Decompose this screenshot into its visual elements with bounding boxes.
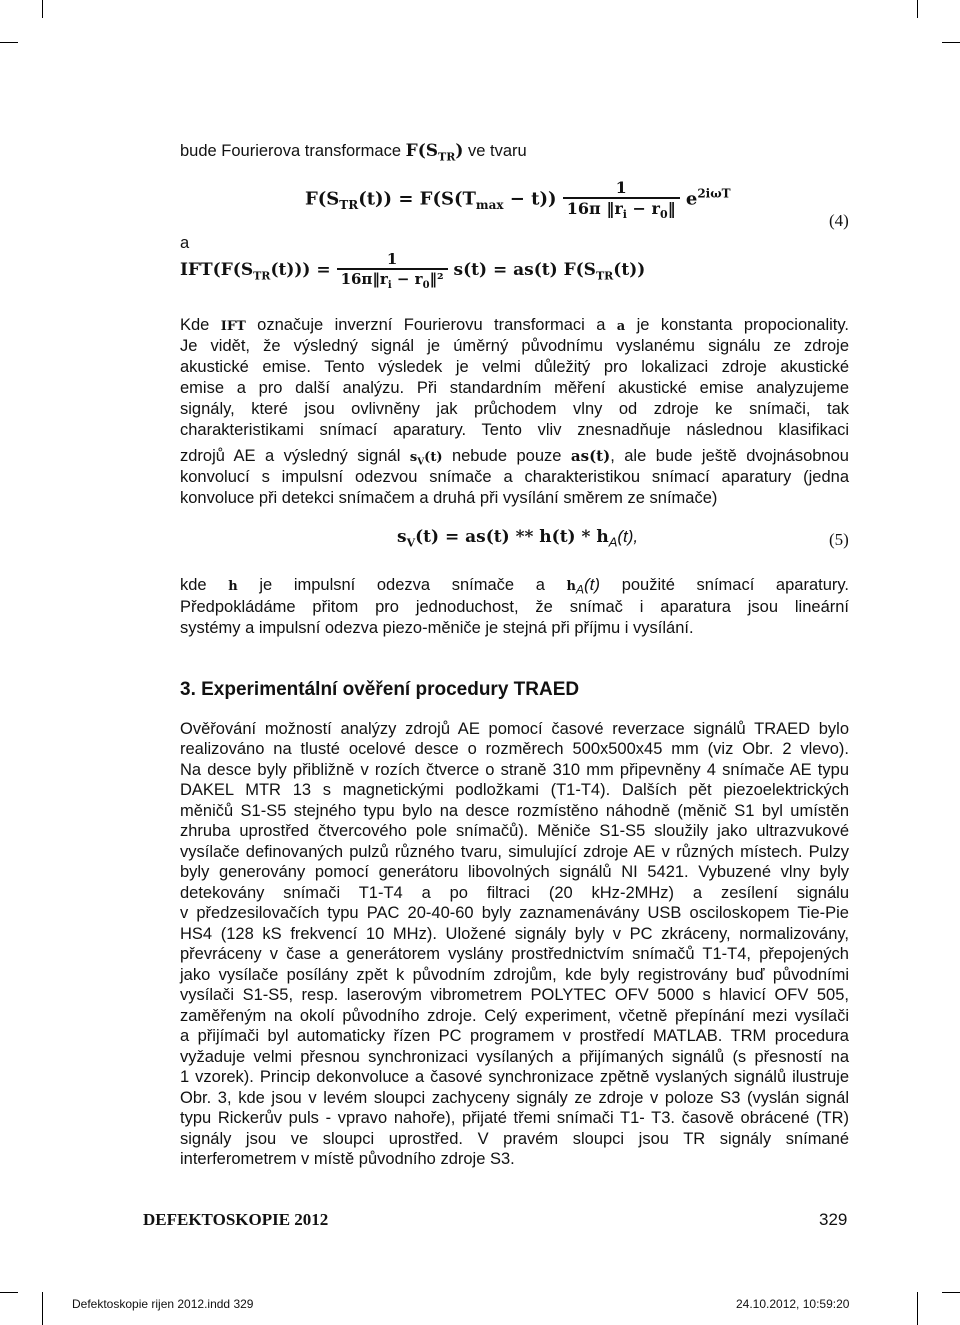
para3-line: HS4 (128 kS frekvencí 10 MHz). Uložené signály byly v PC zkráceny, normalizovány, <box>180 925 849 943</box>
para3-line: jako vysílače posílány zpět k původním zdrojům, kde byly registrovány buď původními <box>180 966 849 984</box>
para1-line-5: signály, které jsou ovlivněny jak průchodem vlny od zdroje ke snímači, tak <box>180 400 849 418</box>
para1-line-6: charakteristikami snímací aparatury. Tento vliv znesnadňuje následnou klasifikaci <box>180 421 849 439</box>
equation-5-number: (5) <box>829 530 849 549</box>
para3-line: a přijímači byl automaticky řízen PC programem v prostředí MATLAB. TRM procedura <box>180 1027 849 1045</box>
equation-4: $F(S_{TR}(t)) = F(S(T_{max} - t))$ $\frac{1}{16\pi ‖r_i - r_0‖}$ $e^{2i\omega T}$ <box>305 178 731 222</box>
para1-line-1: Kde IFT označuje inverzní Fourierovu transformaci a a je konstanta propocionality. <box>180 315 849 337</box>
para3-line: typu Rickerův puls - vpravo nahoře), přijaté třemi snímači T1- T3. časově obrácené (TR) <box>180 1109 849 1127</box>
para2-line-3: systémy a impulsní odezva piezo-měniče je stejná při příjmu i vysílání. <box>180 619 694 637</box>
equation-4-number: (4) <box>829 211 849 230</box>
para1-line-3: akustické emise. Tento výsledek je velmi důležitý pro lokalizaci zdroje akustické <box>180 358 849 376</box>
para3-line: Obr. 3, kde jsou v levém sloupci zachyceny signály ze zdroje v poloze S3 (vyslán signál <box>180 1089 849 1107</box>
section-heading: 3. Experimentální ověření procedury TRAED <box>180 679 580 700</box>
slug-file: Defektoskopie rijen 2012.indd 329 <box>72 1297 254 1311</box>
para1-line-8: konvolucí s impulsní odezvou snímače a charakteristikou snímací aparatury (jedna <box>180 468 849 486</box>
para3-line: měničů S1-S5 stejného typu bylo na desce rozmístěno náhodně (měnič S1 byl umístěn <box>180 802 849 820</box>
crop-mark-bottom-left-h <box>0 1292 18 1293</box>
crop-mark-bottom-right-v <box>917 1292 918 1325</box>
fourier-symbol: $F(S_{TR})$ <box>405 141 464 164</box>
crop-mark-top-left-h <box>0 42 18 43</box>
equation-4-fraction: $\frac{1}{16\pi ‖r_i - r_0‖}$ <box>563 178 680 221</box>
para3-line: interferometrem v místě původního zdroje S3. <box>180 1150 515 1168</box>
para3-line: zaměřeným na okolí původního zdroje. Celý experiment, včetně přepínání mezi vysílači <box>180 1007 849 1025</box>
para3-line: vysílači S1-S5, resp. laserovým vibrometrem POLYTEC OFV 5000 s hlavicí OFV 505, <box>180 986 849 1004</box>
crop-mark-top-left-v <box>42 0 43 18</box>
equation-5: $s_V(t) = as(t) ** h(t) * h_A(t)$, <box>397 527 639 550</box>
para3-line: v předzesilovačích typu PAC 20-40-60 byly zaznamenávány USB osciloskopem Tie-Pie <box>180 904 849 922</box>
para2-line-1: kde h je impulsní odezva snímače a $h_A(t)$ použité snímací aparatury. <box>180 575 849 600</box>
para1-line-7: zdrojů AE a výsledný signál $s_V(t)$ nebude pouze as(t), ale bude ještě dvojnásobnou <box>180 446 849 473</box>
journal-title: DEFEKTOSKOPIE 2012 <box>143 1210 329 1229</box>
para3-line: Ověřování možností analýzy zdrojů AE pomocí časové reverzace signálů TRAED bylo <box>180 720 849 738</box>
crop-mark-top-right-h <box>942 42 960 43</box>
connector-a: a <box>180 234 190 252</box>
para3-line: detekovány snímači T1-T4 a po filtraci (20 kHz-2MHz) a zesílení signálu <box>180 884 849 902</box>
ift-symbol: IFT <box>220 319 246 334</box>
para3-line: byly generovány pomocí generátoru libovolných signálů NI 5421. Vybuzené vlny byly <box>180 863 849 881</box>
as-symbol: as(t) <box>570 447 611 465</box>
crop-mark-bottom-left-v <box>42 1292 43 1325</box>
para1-line-2: Je vidět, že výsledný signál je úměrný původnímu vyslanému signálu ze zdroje <box>180 337 849 355</box>
intro-line: bude Fourierova transformace $F(S_{TR})$ ve tvaru <box>180 141 849 167</box>
para3-line: vysílače definovaných pulzů různého tvaru, simulující zdroje AE v různých místech. Pulzy <box>180 843 849 861</box>
para3-line: DAKEL MTR 13 s magnetickými podložkami (T1-T4). Dalších pět piezoelektrických <box>180 781 849 799</box>
para3-line: zhruba uprostřed čtvercového pole snímačů). Měniče S1-S5 sloužily jako ultrazvukové <box>180 822 849 840</box>
para3-line: signály jsou ve sloupci uprostřed. V pravém sloupci jsou TR signály snímané <box>180 1130 849 1148</box>
a-symbol: a <box>616 319 626 334</box>
para3-line: realizováno na tlusté ocelové desce o rozměrech 500x500x45 mm (viz Obr. 2 vlevo). <box>180 740 849 758</box>
ha-symbol: $h_A(t)$ <box>566 575 601 597</box>
page-number: 329 <box>819 1210 848 1229</box>
equation-ift: $IFT(F(S_{TR}(t)))$ = $\frac{1}{16\pi‖r_i - r_0‖^2}$ s(t) = as(t) $F(S_{TR}(t))$ <box>180 250 646 291</box>
para3-line: vyžaduje velmi přesnou synchronizaci vysílaných a přijímaných signálů (s přesností na <box>180 1048 849 1066</box>
equation-ift-fraction: $\frac{1}{16\pi‖r_i - r_0‖^2}$ <box>337 250 448 291</box>
slug-date: 24.10.2012, 10:59:20 <box>736 1297 850 1311</box>
para3-line: převráceny v čase a generátorem vyslány prostřednictvím snímačů T1-T4, přepojených <box>180 945 849 963</box>
para3-line: Na desce byly přibližně v rozích čtverce o straně 310 mm připevněny 4 snímače AE typu <box>180 761 849 779</box>
para2-line-2: Předpokládáme přitom pro jednoduchost, že snímač i aparatura jsou lineární <box>180 598 849 616</box>
sv-symbol: $s_V(t)$ <box>409 450 443 468</box>
crop-mark-bottom-right-h <box>942 1292 960 1293</box>
para3-line: 1 vzorek). Princip dekonvoluce a časové synchronizace zpětně vyslaných signálů ilustruje <box>180 1068 849 1086</box>
para1-line-4: emise a pro další analýzu. Při standardním měření akustické emise analyzujeme <box>180 379 849 397</box>
h-symbol: h <box>228 579 238 594</box>
para1-line-9: konvoluce při detekci snímačem a druhá při vysílání směrem ze snímače) <box>180 489 718 507</box>
crop-mark-top-right-v <box>917 0 918 18</box>
